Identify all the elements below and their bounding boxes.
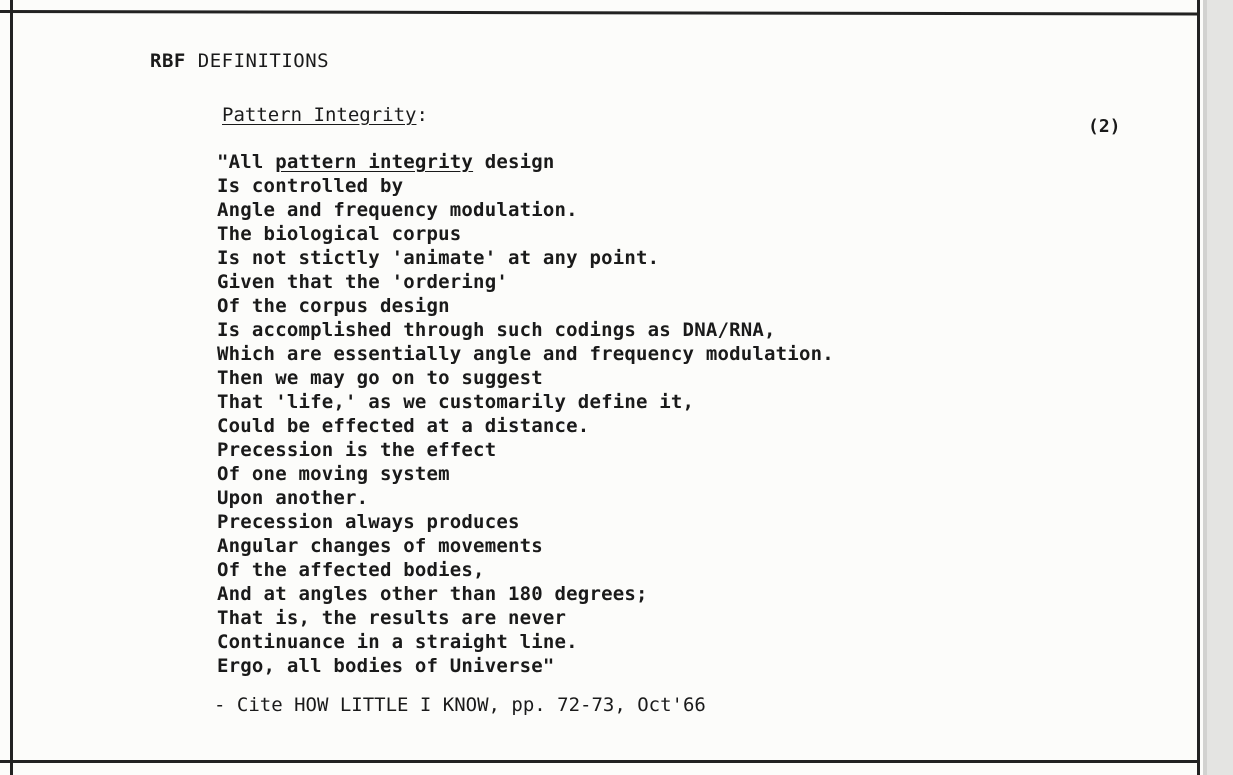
card-page-number: (2) <box>1088 116 1121 137</box>
quote-line: Precession always produces <box>217 511 520 533</box>
definition-quote <box>217 150 1147 678</box>
quote-line: The biological corpus <box>217 223 462 245</box>
quote-line: Of the corpus design <box>217 295 450 317</box>
quote-line: Of the affected bodies, <box>217 559 485 581</box>
card-title-prefix: RBF <box>150 50 186 72</box>
card-title <box>150 50 329 72</box>
quote-line: Given that the 'ordering' <box>217 271 508 293</box>
scan-margin <box>1207 0 1233 775</box>
quote-line: Ergo, all bodies of Universe" <box>217 655 555 677</box>
quote-first-before: "All <box>217 151 276 173</box>
quote-first-after: design <box>473 151 555 173</box>
quote-line: Is not stictly 'animate' at any point. <box>217 247 660 269</box>
definition-term-colon: : <box>416 104 428 126</box>
definition-heading <box>222 104 428 126</box>
quote-line-first <box>217 150 1147 174</box>
quote-line: Is controlled by <box>217 175 404 197</box>
card-frame-top-rule <box>0 10 1200 16</box>
card-frame-right-rule <box>1197 0 1200 775</box>
quote-line: Which are essentially angle and frequency modulation. <box>217 343 834 365</box>
quote-line: That is, the results are never <box>217 607 567 629</box>
quote-first-underlined: pattern integrity <box>275 151 474 173</box>
quote-line: Angle and frequency modulation. <box>217 199 578 221</box>
quote-line: And at angles other than 180 degrees; <box>217 583 648 605</box>
quote-line: Of one moving system <box>217 463 450 485</box>
quote-line: Continuance in a straight line. <box>217 631 578 653</box>
citation: - Cite HOW LITTLE I KNOW, pp. 72-73, Oct'66 <box>214 694 706 716</box>
quote-line: Is accomplished through such codings as DNA/RNA, <box>217 319 776 341</box>
quote-line: Could be effected at a distance. <box>217 415 590 437</box>
quote-line: Precession is the effect <box>217 439 497 461</box>
quote-line: Angular changes of movements <box>217 535 543 557</box>
card-frame-bottom-rule <box>0 760 1200 763</box>
quote-line: That 'life,' as we customarily define it, <box>217 391 695 413</box>
definition-term: Pattern Integrity <box>222 104 417 126</box>
quote-line: Then we may go on to suggest <box>217 367 543 389</box>
card-title-text: DEFINITIONS <box>197 50 330 72</box>
quote-line: Upon another. <box>217 487 369 509</box>
card-frame-left-rule <box>10 0 13 775</box>
